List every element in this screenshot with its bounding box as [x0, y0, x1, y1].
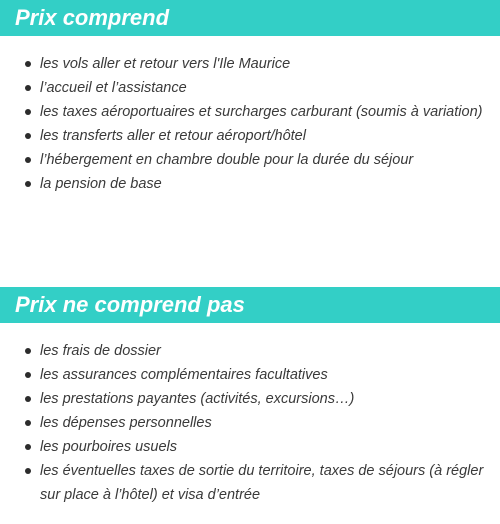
- list-item-text: les vols aller et retour vers l'Ile Maurice: [40, 56, 291, 72]
- list-item: [0, 52, 500, 76]
- price-excludes-list: [0, 323, 500, 507]
- list-item-text: les dépenses personnelles: [40, 415, 212, 431]
- list-item-text: les éventuelles taxes de sortie du territoire, taxes de séjours (à régler sur place à l’hôtel) et visa d’entrée: [40, 463, 484, 503]
- bullet-dot-icon: [25, 109, 31, 115]
- list-item-text: les assurances complémentaires facultatives: [40, 367, 328, 383]
- list-item-text: les transferts aller et retour aéroport/hôtel: [40, 128, 306, 144]
- bullet-dot-icon: [25, 181, 31, 187]
- list-item: [0, 148, 500, 172]
- bullet-dot-icon: [25, 396, 31, 402]
- list-item-text: les taxes aéroportuaires et surcharges carburant (soumis à variation): [40, 104, 483, 120]
- bullet-dot-icon: [25, 85, 31, 91]
- bullet-dot-icon: [25, 157, 31, 163]
- price-excludes-section: [0, 287, 500, 507]
- list-item-text: les pourboires usuels: [40, 439, 178, 455]
- list-item: [0, 100, 500, 124]
- bullet-dot-icon: [25, 468, 31, 474]
- list-item-text: les prestations payantes (activités, excursions…): [40, 391, 355, 407]
- price-includes-section: [0, 0, 500, 196]
- price-excludes-heading: Prix ne comprend pas: [0, 287, 500, 323]
- list-item: [0, 387, 500, 411]
- list-item: [0, 76, 500, 100]
- bullet-dot-icon: [25, 372, 31, 378]
- list-item-text: l’accueil et l’assistance: [40, 80, 187, 96]
- list-item: [0, 172, 500, 196]
- list-item: [0, 339, 500, 363]
- bullet-dot-icon: [25, 348, 31, 354]
- bullet-dot-icon: [25, 133, 31, 139]
- list-item: [0, 124, 500, 148]
- list-item-text: les frais de dossier: [40, 343, 161, 359]
- price-includes-heading: Prix comprend: [0, 0, 500, 36]
- bullet-dot-icon: [25, 444, 31, 450]
- price-includes-list: [0, 36, 500, 196]
- list-item-text: l’hébergement en chambre double pour la durée du séjour: [40, 152, 414, 168]
- list-item-text: la pension de base: [40, 176, 162, 192]
- list-item: [0, 363, 500, 387]
- list-item: [0, 411, 500, 435]
- list-item: [0, 459, 500, 507]
- list-item: [0, 435, 500, 459]
- bullet-dot-icon: [25, 61, 31, 67]
- bullet-dot-icon: [25, 420, 31, 426]
